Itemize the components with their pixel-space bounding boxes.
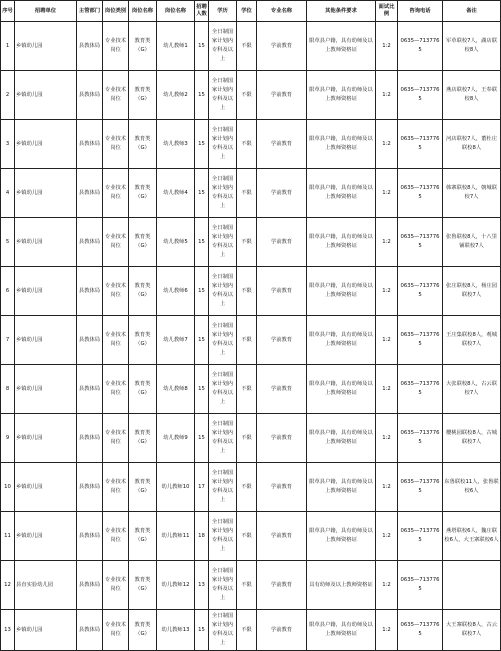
cell-category: 专业技术岗位 — [103, 463, 129, 512]
cell-education: 全日制国家计划内专科及以上 — [209, 316, 237, 365]
cell-phone: 0635—7137765 — [398, 120, 443, 169]
header-note: 备注 — [443, 1, 501, 22]
cell-other: 限草县户籍，具有幼师及以上教师资格证 — [307, 414, 376, 463]
cell-phone: 0635—7137765 — [398, 267, 443, 316]
cell-note: 燕塔联校6人，魏庄联校6人，大王寨联校6人 — [443, 512, 501, 561]
cell-phone: 0635—7137765 — [398, 463, 443, 512]
cell-ratio: 1:2 — [376, 22, 398, 71]
header-unit: 招聘单位 — [15, 1, 77, 22]
header-no: 序号 — [1, 1, 15, 22]
cell-ratio: 1:2 — [376, 71, 398, 120]
cell-education: 全日制国家计划内专科及以上 — [209, 22, 237, 71]
cell-count: 15 — [195, 365, 209, 414]
cell-no: 3 — [1, 120, 15, 169]
cell-phone: 0635—7137765 — [398, 414, 443, 463]
cell-major: 学前教育 — [257, 71, 307, 120]
cell-education: 全日制国家计划内专科及以上 — [209, 561, 237, 610]
cell-count: 15 — [195, 267, 209, 316]
cell-note: 河店联校7人，董杜庄联校8人 — [443, 120, 501, 169]
cell-dept: 县教体局 — [77, 463, 103, 512]
cell-dept: 县教体局 — [77, 267, 103, 316]
cell-other: 限草县户籍，具有幼师及以上教师资格证 — [307, 267, 376, 316]
cell-count: 15 — [195, 169, 209, 218]
cell-phone: 0635—7137765 — [398, 610, 443, 651]
cell-unit: 乡镇幼儿园 — [15, 414, 77, 463]
cell-degree: 不限 — [237, 218, 257, 267]
cell-degree: 不限 — [237, 463, 257, 512]
cell-count: 15 — [195, 316, 209, 365]
header-other: 其他条件要求 — [307, 1, 376, 22]
cell-education: 全日制国家计划内专科及以上 — [209, 463, 237, 512]
cell-phone: 0635—7137765 — [398, 316, 443, 365]
cell-phone: 0635—7137765 — [398, 365, 443, 414]
cell-count: 13 — [195, 561, 209, 610]
header-post-name: 岗位名称 — [157, 1, 195, 22]
cell-unit: 乡镇幼儿园 — [15, 512, 77, 561]
cell-note: 樱桃园联校8人，古城联校7人 — [443, 414, 501, 463]
cell-other: 限草县户籍，具有幼师及以上教师资格证 — [307, 71, 376, 120]
cell-other: 限草县户籍，具有幼师及以上教师资格证 — [307, 169, 376, 218]
cell-degree: 不限 — [237, 71, 257, 120]
header-major: 专业名称 — [257, 1, 307, 22]
cell-major: 学前教育 — [257, 169, 307, 218]
cell-dept: 县教体局 — [77, 365, 103, 414]
cell-ratio: 1:2 — [376, 169, 398, 218]
cell-post-type: 教育类（G） — [129, 316, 157, 365]
cell-post-type: 教育类（G） — [129, 169, 157, 218]
cell-no: 5 — [1, 218, 15, 267]
cell-post-name: 幼儿教师12 — [157, 561, 195, 610]
cell-post-name: 幼儿教师6 — [157, 267, 195, 316]
cell-degree: 不限 — [237, 22, 257, 71]
cell-other: 具有幼师及以上教师资格证 — [307, 561, 376, 610]
cell-phone: 0635—7137765 — [398, 22, 443, 71]
cell-count: 15 — [195, 218, 209, 267]
cell-degree: 不限 — [237, 610, 257, 651]
cell-major: 学前教育 — [257, 512, 307, 561]
cell-phone: 0635—7137765 — [398, 512, 443, 561]
table-row — [1, 120, 501, 169]
table-row — [1, 365, 501, 414]
cell-major: 学前教育 — [257, 610, 307, 651]
cell-other: 限草县户籍，具有幼师及以上教师资格证 — [307, 463, 376, 512]
header-education: 学历 — [209, 1, 237, 22]
table-row — [1, 316, 501, 365]
cell-education: 全日制国家计划内专科及以上 — [209, 218, 237, 267]
cell-education: 全日制国家计划内专科及以上 — [209, 610, 237, 651]
cell-post-type: 教育类（G） — [129, 365, 157, 414]
cell-count: 15 — [195, 414, 209, 463]
cell-post-name: 幼儿教师9 — [157, 414, 195, 463]
cell-degree: 不限 — [237, 120, 257, 169]
header-category: 岗位类别 — [103, 1, 129, 22]
header-ratio: 面试比例 — [376, 1, 398, 22]
cell-post-type: 教育类（G） — [129, 561, 157, 610]
table-row — [1, 463, 501, 512]
cell-post-type: 教育类（G） — [129, 463, 157, 512]
cell-education: 全日制国家计划内专科及以上 — [209, 169, 237, 218]
cell-post-type: 教育类（G） — [129, 414, 157, 463]
cell-ratio: 1:2 — [376, 218, 398, 267]
cell-ratio: 1:2 — [376, 316, 398, 365]
cell-unit: 乡镇幼儿园 — [15, 463, 77, 512]
cell-major: 学前教育 — [257, 316, 307, 365]
cell-post-name: 幼儿教师3 — [157, 120, 195, 169]
cell-note: 东鲁联校11人，张鲁联校6人 — [443, 463, 501, 512]
cell-major: 学前教育 — [257, 218, 307, 267]
cell-no: 4 — [1, 169, 15, 218]
table-row — [1, 218, 501, 267]
cell-dept: 县教体局 — [77, 71, 103, 120]
cell-degree: 不限 — [237, 267, 257, 316]
cell-post-name: 幼儿教师10 — [157, 463, 195, 512]
cell-other: 限草县户籍，具有幼师及以上教师资格证 — [307, 120, 376, 169]
cell-category: 专业技术岗位 — [103, 71, 129, 120]
cell-post-type: 教育类（G） — [129, 267, 157, 316]
table-row — [1, 561, 501, 610]
cell-ratio: 1:2 — [376, 512, 398, 561]
cell-count: 15 — [195, 120, 209, 169]
table-body — [1, 22, 501, 651]
cell-phone: 0635—7137765 — [398, 71, 443, 120]
cell-phone: 0635—7137765 — [398, 561, 443, 610]
cell-post-type: 教育类（G） — [129, 71, 157, 120]
table-row — [1, 22, 501, 71]
cell-other: 限草县户籍，具有幼师及以上教师资格证 — [307, 22, 376, 71]
cell-unit: 乡镇幼儿园 — [15, 365, 77, 414]
cell-degree: 不限 — [237, 365, 257, 414]
cell-no: 12 — [1, 561, 15, 610]
cell-dept: 县教体局 — [77, 561, 103, 610]
cell-note: 大张联校8人，古云联校7人 — [443, 365, 501, 414]
cell-category: 专业技术岗位 — [103, 218, 129, 267]
cell-dept: 县教体局 — [77, 610, 103, 651]
cell-ratio: 1:2 — [376, 463, 398, 512]
header-phone: 咨询电话 — [398, 1, 443, 22]
cell-unit: 乡镇幼儿园 — [15, 316, 77, 365]
cell-note: 韩寨联校8人，朝城联校7人 — [443, 169, 501, 218]
cell-note: 大王寨联校8人，古云联校7人 — [443, 610, 501, 651]
table-row — [1, 512, 501, 561]
cell-education: 全日制国家计划内专科及以上 — [209, 71, 237, 120]
cell-category: 专业技术岗位 — [103, 22, 129, 71]
cell-major: 学前教育 — [257, 22, 307, 71]
cell-note — [443, 561, 501, 610]
cell-education: 全日制国家计划内专科及以上 — [209, 365, 237, 414]
cell-other: 限草县户籍，具有幼师及以上教师资格证 — [307, 316, 376, 365]
cell-post-type: 教育类（G） — [129, 610, 157, 651]
cell-no: 7 — [1, 316, 15, 365]
cell-note: 张庄联校8人，杨庄园联校7人 — [443, 267, 501, 316]
cell-phone: 0635—7137765 — [398, 169, 443, 218]
header-count: 招聘人数 — [195, 1, 209, 22]
cell-dept: 县教体局 — [77, 414, 103, 463]
cell-unit: 乡镇幼儿园 — [15, 71, 77, 120]
cell-no: 8 — [1, 365, 15, 414]
cell-ratio: 1:2 — [376, 120, 398, 169]
cell-dept: 县教体局 — [77, 218, 103, 267]
cell-unit: 乡镇幼儿园 — [15, 22, 77, 71]
cell-ratio: 1:2 — [376, 561, 398, 610]
cell-ratio: 1:2 — [376, 414, 398, 463]
cell-post-name: 幼儿教师13 — [157, 610, 195, 651]
cell-count: 15 — [195, 71, 209, 120]
table-row — [1, 71, 501, 120]
table-row — [1, 610, 501, 651]
cell-major: 学前教育 — [257, 463, 307, 512]
cell-other: 限草县户籍，具有幼师及以上教师资格证 — [307, 610, 376, 651]
cell-no: 11 — [1, 512, 15, 561]
cell-phone: 0635—7137765 — [398, 218, 443, 267]
cell-count: 15 — [195, 22, 209, 71]
cell-unit: 乡镇幼儿园 — [15, 120, 77, 169]
cell-other: 限草县户籍，具有幼师及以上教师资格证 — [307, 218, 376, 267]
cell-category: 专业技术岗位 — [103, 414, 129, 463]
cell-post-name: 幼儿教师11 — [157, 512, 195, 561]
cell-post-name: 幼儿教师5 — [157, 218, 195, 267]
cell-count: 18 — [195, 512, 209, 561]
cell-category: 专业技术岗位 — [103, 561, 129, 610]
cell-count: 17 — [195, 463, 209, 512]
cell-education: 全日制国家计划内专科及以上 — [209, 414, 237, 463]
cell-category: 专业技术岗位 — [103, 610, 129, 651]
cell-category: 专业技术岗位 — [103, 169, 129, 218]
cell-degree: 不限 — [237, 316, 257, 365]
header-degree: 学位 — [237, 1, 257, 22]
cell-other: 限草县户籍，具有幼师及以上教师资格证 — [307, 512, 376, 561]
table-header-row — [1, 1, 501, 22]
cell-count: 15 — [195, 610, 209, 651]
cell-degree: 不限 — [237, 561, 257, 610]
cell-dept: 县教体局 — [77, 120, 103, 169]
cell-category: 专业技术岗位 — [103, 267, 129, 316]
cell-no: 1 — [1, 22, 15, 71]
cell-post-type: 教育类（G） — [129, 22, 157, 71]
cell-post-type: 教育类（G） — [129, 512, 157, 561]
cell-education: 全日制国家计划内专科及以上 — [209, 267, 237, 316]
cell-major: 学前教育 — [257, 120, 307, 169]
cell-post-name: 幼儿教师2 — [157, 71, 195, 120]
cell-post-name: 幼儿教师7 — [157, 316, 195, 365]
cell-note: 军草联校7人，湖店联校8人 — [443, 22, 501, 71]
table-row — [1, 267, 501, 316]
cell-major: 学前教育 — [257, 414, 307, 463]
cell-no: 13 — [1, 610, 15, 651]
cell-education: 全日制国家计划内专科及以上 — [209, 120, 237, 169]
cell-no: 6 — [1, 267, 15, 316]
cell-post-type: 教育类（G） — [129, 120, 157, 169]
cell-education: 全日制国家计划内专科及以上 — [209, 512, 237, 561]
header-post-type: 岗位名称 — [129, 1, 157, 22]
cell-major: 学前教育 — [257, 561, 307, 610]
cell-post-name: 幼儿教师8 — [157, 365, 195, 414]
cell-unit: 乡镇幼儿园 — [15, 267, 77, 316]
cell-post-type: 教育类（G） — [129, 218, 157, 267]
cell-post-name: 幼儿教师4 — [157, 169, 195, 218]
cell-unit: 乡镇幼儿园 — [15, 218, 77, 267]
cell-category: 专业技术岗位 — [103, 512, 129, 561]
cell-major: 学前教育 — [257, 267, 307, 316]
cell-no: 9 — [1, 414, 15, 463]
cell-category: 专业技术岗位 — [103, 120, 129, 169]
table-row — [1, 169, 501, 218]
cell-dept: 县教体局 — [77, 316, 103, 365]
cell-no: 2 — [1, 71, 15, 120]
cell-other: 限草县户籍，具有幼师及以上教师资格证 — [307, 365, 376, 414]
cell-note: 燕店联校7人，王奉联校8人 — [443, 71, 501, 120]
cell-unit: 县直实验幼儿园 — [15, 561, 77, 610]
cell-ratio: 1:2 — [376, 365, 398, 414]
cell-category: 专业技术岗位 — [103, 365, 129, 414]
cell-ratio: 1:2 — [376, 610, 398, 651]
cell-degree: 不限 — [237, 169, 257, 218]
header-dept: 主管部门 — [77, 1, 103, 22]
cell-degree: 不限 — [237, 414, 257, 463]
table-row — [1, 414, 501, 463]
cell-category: 专业技术岗位 — [103, 316, 129, 365]
cell-unit: 乡镇幼儿园 — [15, 169, 77, 218]
cell-note: 张鲁联校8人，十八里铺联校7人 — [443, 218, 501, 267]
cell-unit: 乡镇幼儿园 — [15, 610, 77, 651]
cell-ratio: 1:2 — [376, 267, 398, 316]
cell-major: 学前教育 — [257, 365, 307, 414]
cell-dept: 县教体局 — [77, 22, 103, 71]
cell-note: 王庄集联校8人，观城联校7人 — [443, 316, 501, 365]
cell-degree: 不限 — [237, 512, 257, 561]
cell-no: 10 — [1, 463, 15, 512]
cell-dept: 县教体局 — [77, 169, 103, 218]
cell-post-name: 幼儿教师1 — [157, 22, 195, 71]
cell-dept: 县教体局 — [77, 512, 103, 561]
